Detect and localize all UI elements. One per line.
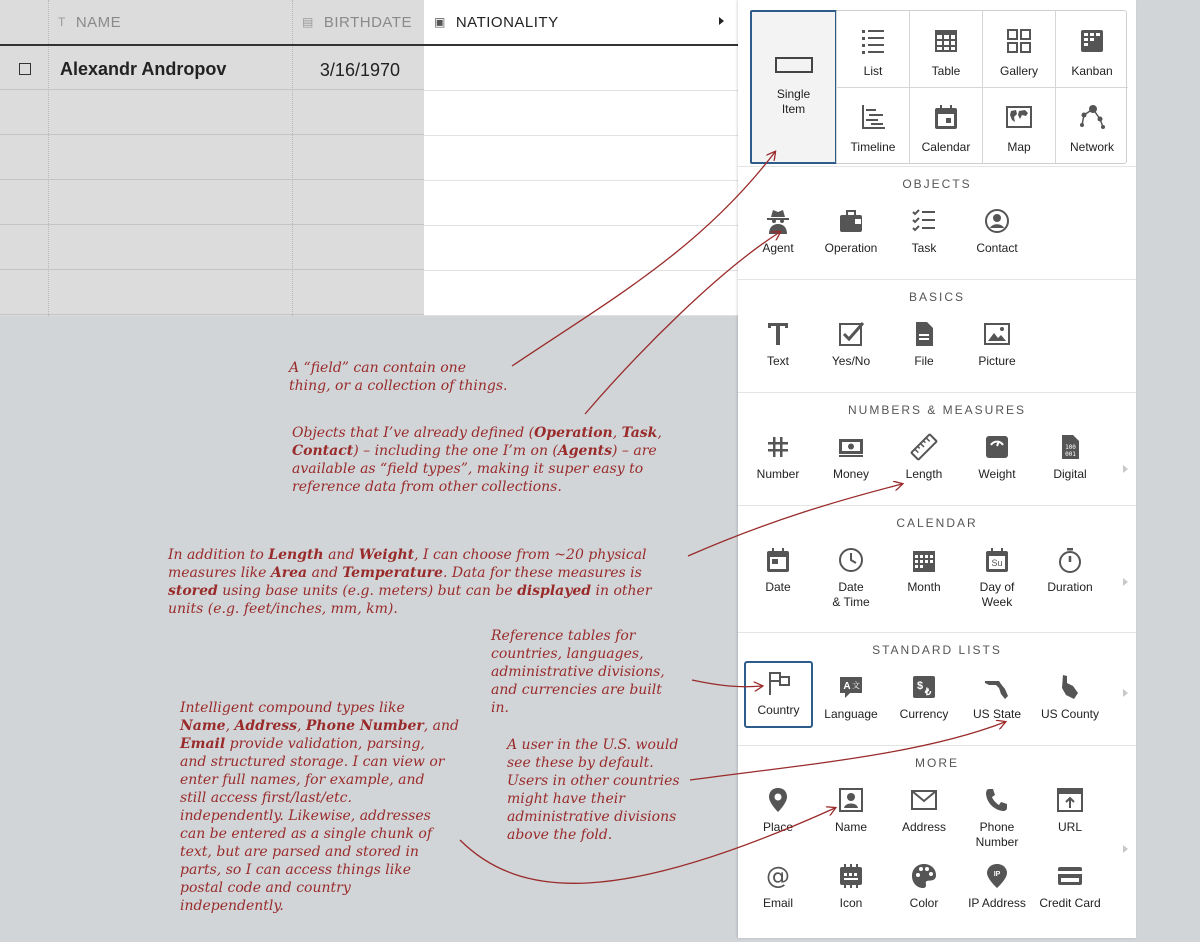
checklist-icon (910, 207, 938, 235)
field-type-address[interactable] (888, 786, 960, 835)
note-line: parts, so I can access things like (180, 862, 411, 878)
field-type-label: Duration (1047, 580, 1093, 594)
field-type-label: Weight (978, 467, 1016, 481)
field-type-money[interactable] (815, 433, 887, 482)
field-type-label: Number (975, 835, 1019, 849)
field-type-operation[interactable] (815, 207, 887, 256)
field-type-label: Icon (839, 896, 863, 910)
field-type-label: Date (765, 580, 791, 594)
field-type-date[interactable] (742, 546, 814, 595)
field-type-picture[interactable] (961, 320, 1033, 369)
row-checkbox[interactable] (19, 63, 31, 75)
section-title: STANDARD LISTS (872, 643, 1002, 657)
section-title: OBJECTS (902, 177, 972, 191)
field-type-label: Agent (762, 241, 794, 255)
contact-icon (983, 207, 1011, 235)
credit-card-icon (1056, 862, 1084, 890)
field-type-label: Text (766, 354, 789, 368)
flag-icon (765, 669, 793, 697)
field-type-label: Week (981, 595, 1013, 609)
section-standard-lists (738, 632, 1136, 744)
field-type-number[interactable] (742, 433, 814, 482)
icon-chip-icon (837, 862, 865, 890)
cell-birthdate[interactable]: 3/16/1970 (319, 60, 400, 80)
svg-text:001: 001 (1065, 451, 1076, 458)
note-line: thing, or a collection of things. (289, 378, 508, 394)
layout-label: Network (1069, 140, 1114, 154)
field-type-date-time[interactable] (815, 546, 887, 610)
section-title: BASICS (908, 290, 965, 304)
language-icon (837, 673, 865, 701)
gallery-icon (1005, 27, 1033, 55)
field-type-label: Money (832, 467, 870, 481)
layout-label: Calendar (921, 140, 971, 154)
field-type-file[interactable] (888, 320, 960, 369)
name-card-icon (837, 786, 865, 814)
picture-icon (983, 320, 1011, 348)
field-type-us-state[interactable] (961, 673, 1033, 722)
field-type-label: URL (1057, 820, 1082, 834)
field-type-label: Operation (824, 241, 878, 255)
field-type-label: Picture (978, 354, 1016, 368)
svg-text:$: $ (916, 680, 924, 692)
field-type-credit-card[interactable] (1034, 862, 1106, 911)
kanban-icon (1078, 27, 1106, 55)
layout-table[interactable] (909, 11, 982, 87)
note-line: stored using base units (e.g. meters) but can be displayed in other (168, 583, 652, 599)
field-type-text[interactable] (742, 320, 814, 369)
note-line: in. (491, 700, 509, 716)
svg-text:100: 100 (1065, 444, 1076, 451)
field-type-duration[interactable] (1034, 546, 1106, 595)
layout-label: Item (781, 102, 806, 116)
field-type-label: Contact (976, 241, 1018, 255)
field-type-label: Date (838, 580, 864, 594)
date-icon (764, 546, 792, 574)
place-pin-icon (764, 786, 792, 814)
note-line: might have their (507, 791, 625, 807)
field-type-label: Length (905, 467, 943, 481)
note-line: countries, languages, (491, 646, 644, 662)
field-type-label: US County (1040, 707, 1100, 721)
field-type-label: Day of (979, 580, 1015, 594)
field-type-language[interactable] (815, 673, 887, 722)
field-type-label: Credit Card (1039, 896, 1101, 910)
table-row[interactable] (0, 46, 738, 92)
note-line: Email provide validation, parsing, (180, 736, 425, 752)
note-line: independently. Likewise, addresses (180, 808, 431, 824)
layout-options (750, 10, 1127, 164)
note-line: Intelligent compound types like (180, 700, 405, 716)
section-calendar (738, 505, 1136, 631)
note-line: measures like Area and Temperature. Data for these measures is (168, 565, 642, 581)
layout-label: Gallery (999, 64, 1038, 78)
ip-pin-icon (983, 862, 1011, 890)
scroll-right-arrow-icon[interactable] (1123, 465, 1128, 473)
column-label: NATIONALITY (455, 13, 559, 31)
note-line: still access first/last/etc. (180, 790, 352, 806)
briefcase-lock-icon (837, 207, 865, 235)
section-more (738, 745, 1136, 938)
note-line: can be entered as a single chunk of (180, 826, 433, 842)
scroll-right-arrow-icon[interactable] (1123, 689, 1128, 697)
annotation-field (289, 359, 549, 395)
spy-agent-icon (764, 207, 792, 235)
field-type-label: Task (911, 241, 937, 255)
annotation-measures (168, 546, 708, 618)
note-line: Contact) – including the one I’m on (Agents) – are (292, 443, 657, 459)
note-line: and currencies are built (491, 682, 662, 698)
field-type-country[interactable] (744, 661, 813, 728)
layout-single-item[interactable] (750, 10, 837, 164)
note-line: Reference tables for (491, 628, 636, 644)
section-objects (738, 166, 1136, 278)
svg-text:A: A (843, 681, 851, 692)
field-type-panel (738, 0, 1136, 938)
field-type-ip-address[interactable] (961, 862, 1033, 911)
column-header-birthdate[interactable] (302, 0, 422, 44)
note-line: and structured storage. I can view or (180, 754, 445, 770)
note-line: A “field” can contain one (289, 360, 466, 376)
url-browser-icon (1056, 786, 1084, 814)
map-icon (1005, 103, 1033, 131)
text-type-icon: T (58, 15, 66, 29)
note-line: In addition to Length and Weight, I can choose from ~20 physical (168, 547, 647, 563)
money-icon (837, 433, 865, 461)
layout-network[interactable] (1055, 87, 1128, 163)
at-sign-icon (764, 862, 792, 890)
layout-label: Single (776, 87, 811, 101)
svg-text:文: 文 (852, 681, 860, 690)
section-title: NUMBERS & MEASURES (847, 403, 1027, 417)
field-type-place[interactable] (742, 786, 814, 835)
layout-label: Table (931, 64, 961, 78)
field-type-email[interactable] (742, 862, 814, 911)
svg-text:₺: ₺ (924, 687, 932, 698)
layout-label: Kanban (1071, 64, 1113, 78)
scroll-right-arrow-icon[interactable] (1123, 578, 1128, 586)
phone-icon (983, 786, 1011, 814)
field-type-label: Month (907, 580, 941, 594)
field-type-phone-number[interactable] (961, 786, 1033, 850)
florida-state-icon (983, 673, 1011, 701)
field-type-color[interactable] (888, 862, 960, 911)
ruler-icon (910, 433, 938, 461)
note-line: administrative divisions, (491, 664, 665, 680)
checkbox-icon (837, 320, 865, 348)
file-icon (910, 320, 938, 348)
note-line: see these by default. (507, 755, 654, 771)
county-shape-icon (1056, 673, 1084, 701)
layout-kanban[interactable] (1055, 11, 1128, 87)
table-header (0, 0, 738, 46)
annotation-reference (491, 627, 691, 717)
expand-arrow-icon[interactable] (719, 17, 724, 25)
layout-timeline[interactable] (836, 87, 909, 163)
field-type-name[interactable] (815, 786, 887, 835)
field-type-label: Name (834, 820, 867, 834)
field-type-task[interactable] (888, 207, 960, 256)
section-title: MORE (915, 756, 959, 770)
field-type-us-county[interactable] (1034, 673, 1106, 722)
field-type-url[interactable] (1034, 786, 1106, 835)
day-of-week-icon (983, 546, 1011, 574)
svg-text:@: @ (766, 862, 790, 890)
layout-map[interactable] (982, 87, 1055, 163)
field-type-label: US State (972, 707, 1022, 721)
text-icon (764, 320, 792, 348)
layout-label: Map (1007, 140, 1031, 154)
note-line: Objects that I’ve already defined (Operation, Task, (292, 425, 662, 441)
section-title: CALENDAR (896, 516, 978, 530)
field-type-label: Color (909, 896, 939, 910)
cake-icon: ▤ (302, 15, 314, 29)
field-type-label: Digital (1053, 467, 1087, 481)
note-line: enter full names, for example, and (180, 772, 425, 788)
note-line: Users in other countries (507, 773, 680, 789)
field-type-currency[interactable] (888, 673, 960, 722)
flag-type-icon: ▣ (434, 15, 446, 29)
network-icon (1078, 103, 1106, 131)
field-type-label: Yes/No (831, 354, 871, 368)
field-type-label: Currency (899, 707, 949, 721)
section-numbers-measures (738, 392, 1136, 504)
digital-file-icon (1056, 433, 1084, 461)
single-item-icon (775, 57, 813, 73)
field-type-label: Place (762, 820, 794, 834)
field-type-icon[interactable] (815, 862, 887, 911)
note-line: available as “field types”, making it super easy to (292, 461, 644, 477)
field-type-label: & Time (832, 595, 870, 609)
field-type-day-of-week[interactable] (961, 546, 1033, 610)
section-basics (738, 279, 1136, 391)
field-type-label: Number (756, 467, 800, 481)
timeline-icon (859, 103, 887, 131)
field-type-label: File (914, 354, 934, 368)
scroll-right-arrow-icon[interactable] (1123, 845, 1128, 853)
note-line: A user in the U.S. would (507, 737, 679, 753)
field-type-label: Phone (979, 820, 1015, 834)
note-line: administrative divisions (507, 809, 677, 825)
note-line: units (e.g. feet/inches, mm, km). (168, 601, 398, 617)
svg-text:IP: IP (993, 871, 1001, 878)
layout-label: Timeline (850, 140, 896, 154)
field-type-label: Address (901, 820, 947, 834)
note-line: reference data from other collections. (292, 479, 562, 495)
annotation-compound (180, 699, 480, 915)
field-type-agent[interactable] (742, 207, 814, 256)
field-type-label: Country (757, 703, 800, 717)
hash-icon (764, 433, 792, 461)
column-label: NAME (75, 13, 122, 31)
field-type-month[interactable] (888, 546, 960, 595)
currency-icon (910, 673, 938, 701)
list-icon (859, 27, 887, 55)
palette-icon (910, 862, 938, 890)
layout-calendar[interactable] (909, 87, 982, 163)
note-line: postal code and country (180, 880, 351, 896)
stopwatch-icon (1056, 546, 1084, 574)
table-icon (932, 27, 960, 55)
layout-gallery[interactable] (982, 11, 1055, 87)
note-line: above the fold. (507, 827, 613, 843)
column-label: BIRTHDATE (323, 13, 412, 31)
field-type-label: Email (762, 896, 793, 910)
column-header-nationality[interactable] (424, 0, 738, 44)
svg-text:Su: Su (991, 558, 1003, 568)
layout-label: List (863, 64, 883, 78)
field-type-length[interactable] (888, 433, 960, 482)
field-type-yesno[interactable] (815, 320, 887, 369)
scale-icon (983, 433, 1011, 461)
field-type-digital[interactable] (1034, 433, 1106, 482)
column-header-name[interactable] (58, 0, 288, 44)
clock-icon (837, 546, 865, 574)
annotation-usa (507, 736, 717, 844)
annotation-objects (292, 424, 712, 496)
month-grid-icon (910, 546, 938, 574)
field-type-contact[interactable] (961, 207, 1033, 256)
note-line: text, but are parsed and stored in (180, 844, 419, 860)
note-line: Name, Address, Phone Number, and (180, 718, 460, 734)
layout-list[interactable] (836, 11, 909, 87)
cell-name[interactable]: Alexandr Andropov (60, 59, 227, 79)
field-type-weight[interactable] (961, 433, 1033, 482)
spreadsheet (0, 0, 738, 316)
envelope-icon (910, 786, 938, 814)
field-type-label: Language (824, 707, 878, 721)
field-type-label: IP Address (968, 896, 1026, 910)
calendar-icon (932, 103, 960, 131)
note-line: independently. (180, 898, 284, 914)
